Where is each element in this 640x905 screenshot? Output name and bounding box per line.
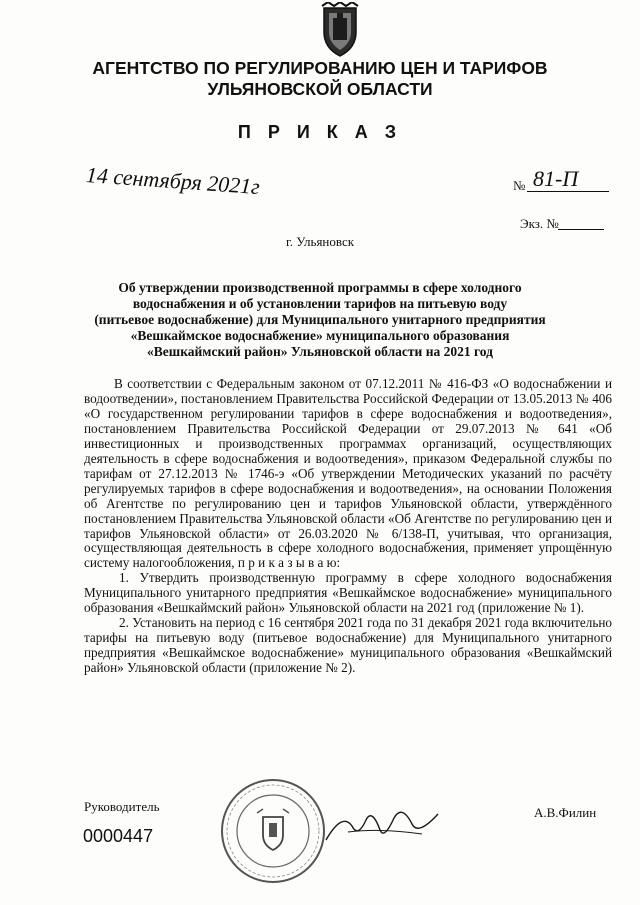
head-title-label: Руководитель [84,799,160,814]
agency-line-2: УЛЬЯНОВСКОЙ ОБЛАСТИ [207,79,433,99]
subject-line-2: водоснабжения и об установлении тарифов на питьевую воду [132,296,508,311]
preamble-paragraph: В соответствии с Федеральным законом от 07.12.2011 № 416-ФЗ «О водоснабжении и водоотведении», постановлением Правительства Российской Федерации от 13.05.2013 № 406 «О государственном регулировании тарифов в сфере водоснабжения и водоотведения», постановлением Правительства Российской Федерации от 29.07.2013 № 641 «Об инвестиционных и производственных программах организаций, осуществляющих деятельность в сфере водоснабжения и водоотведения», приказом Федеральной службы по тарифам от 27.12.2013 № 1746-э «Об утверждении Методических указаний по расчёту регулируемых тарифов в сфере водоснабжения и водоотведения», на основании Положения об Агентстве по регулированию цен и тарифов Ульяновской области, утверждённого постановлением Правительства Ульяновской области «Об Агентстве по регулированию цен и тарифов Ульяновской области» от 26.03.2020 № 6/138-П, учитывая, что организация, осуществляющая деятельность в сфере холодного водоснабжения, применяет упрощённую систему налогообложения, п р и к а з ы в а ю: [84,376,612,571]
order-number-underline [527,191,609,192]
subject-line-3: (питьевое водоснабжение) для Муниципального унитарного предприятия [94,312,546,327]
agency-line-1: АГЕНТСТВО ПО РЕГУЛИРОВАНИЮ ЦЕН И ТАРИФОВ [92,58,548,78]
form-serial-number: 0000447 [83,826,154,846]
order-number-label: № [513,178,526,193]
handwritten-date: 14 сентября 2021г [85,162,261,200]
document-type-title: П Р И К А З [237,122,403,142]
order-subject [80,280,560,360]
subject-line-1: Об утверждении производственной программы в сфере холодного [118,280,522,295]
signer-name: А.В.Филин [534,805,597,820]
order-item-1: 1. Утвердить производственную программу в сфере холодного водоснабжения Муниципального унитарного предприятия «Вешкаймское водоснабжение» муниципального образования «Вешкаймский район» Ульяновской области на 2021 год (приложение № 1). [84,570,612,616]
city: г. Ульяновск [285,234,355,249]
subject-line-5: «Вешкаймский район» Ульяновской области на 2021 год [147,344,493,359]
subject-line-4: «Вешкаймское водоснабжение» муниципального образования [130,328,510,343]
copy-number-underline [558,229,604,230]
handwritten-order-number: 81-П [533,166,579,191]
ulyanovsk-coat-of-arms-icon [318,2,362,58]
official-round-stamp-icon [219,777,327,885]
copy-number-label: Экз. № [520,216,559,231]
handwritten-signature-icon [322,806,442,848]
order-body [84,377,612,676]
order-item-2: 2. Установить на период с 16 сентября 2021 года по 31 декабря 2021 года включительно тарифы на питьевую воду (питьевое водоснабжение) для Муниципального унитарного предприятия «Вешкаймское водоснабжение» муниципального образования «Вешкаймский район» Ульяновской области (приложение № 2). [84,615,612,676]
agency-name [0,58,640,100]
